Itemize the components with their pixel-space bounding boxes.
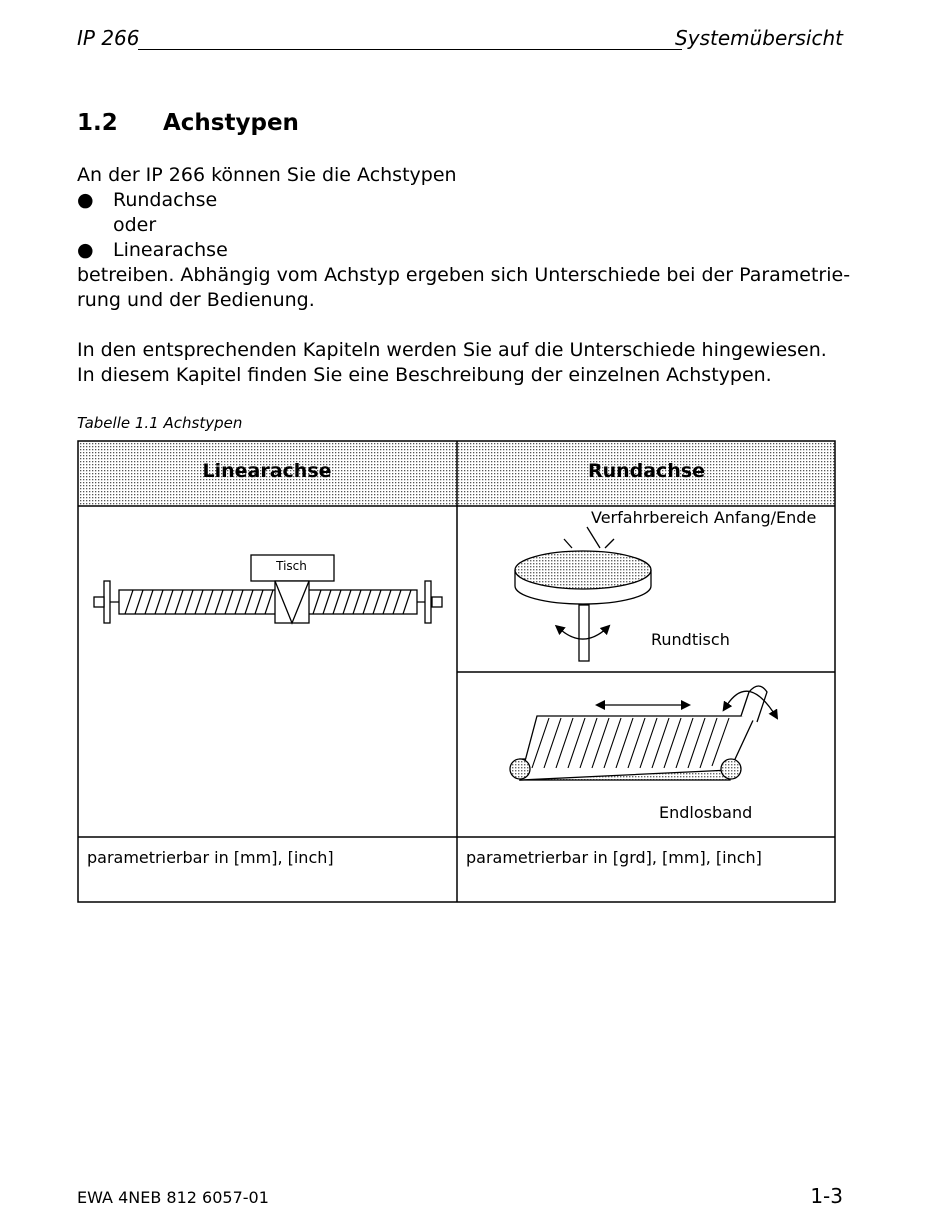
rotary-units-text: parametrierbar in [grd], [mm], [inch] [466, 848, 762, 867]
bullet-icon: ● [77, 189, 94, 211]
section-number: 1.2 [77, 110, 118, 136]
bullet-label: Linearachse [113, 239, 228, 261]
column-header-linear: Linearachse [202, 460, 332, 482]
label-travel-range: Verfahrbereich Anfang/Ende [591, 508, 817, 527]
paragraph-line: rung und der Bedienung. [77, 289, 315, 311]
bullet-icon: ● [77, 239, 94, 261]
page-number: 1-3 [810, 1184, 843, 1208]
endless-belt-drawing [510, 686, 777, 780]
paragraph-line: In diesem Kapitel finden Sie eine Beschreibung der einzelnen Achstypen. [77, 364, 772, 386]
bullet-label: Rundachse [113, 189, 218, 211]
header-rule [138, 49, 682, 50]
paragraph-line: betreiben. Abhängig vom Achstyp ergeben sich Unterschiede bei der Parametrie- [77, 264, 851, 286]
section-title: Achstypen [163, 110, 299, 136]
label-rotary-table: Rundtisch [651, 630, 730, 649]
linear-units-text: parametrierbar in [mm], [inch] [87, 848, 334, 867]
paragraph [77, 263, 850, 313]
table-caption: Tabelle 1.1 Achstypen [77, 414, 243, 432]
bullet-item [77, 188, 217, 213]
bullet-item [77, 238, 228, 263]
intro-text: An der IP 266 können Sie die Achstypen [77, 164, 457, 186]
label-tisch: Tisch [276, 559, 307, 573]
bullet-connector: oder [113, 214, 157, 236]
column-header-rotary: Rundachse [587, 460, 706, 482]
header-chapter: Systemübersicht [675, 26, 843, 50]
label-endless-belt: Endlosband [659, 803, 753, 822]
header-product: IP 266 [77, 26, 140, 50]
paragraph-line: In den entsprechenden Kapiteln werden Sie auf die Unterschiede hingewiesen. [77, 339, 827, 361]
axis-types-table [77, 440, 836, 903]
document-number: EWA 4NEB 812 6057-01 [77, 1188, 269, 1207]
rotary-table-drawing [515, 527, 651, 661]
paragraph [77, 338, 827, 388]
